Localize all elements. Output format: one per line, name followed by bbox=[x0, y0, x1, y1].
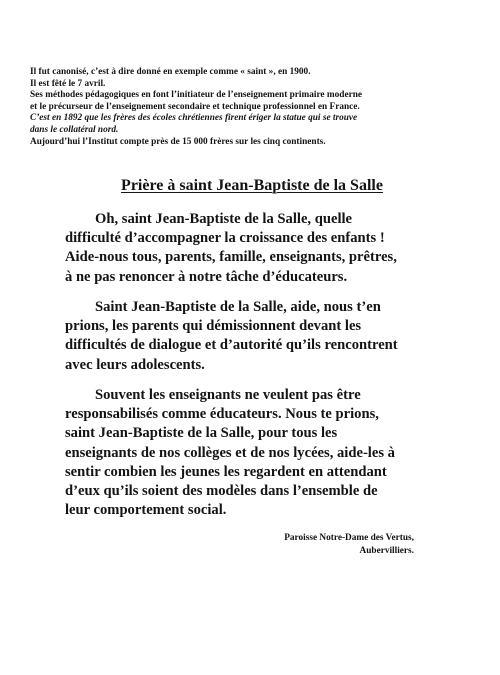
prayer-title bbox=[0, 177, 470, 195]
intro-line: Aujourd’hui l’Institut compte près de 15 000 frères sur les cinq continents. bbox=[30, 136, 326, 147]
signature-town: Aubervilliers. bbox=[359, 546, 414, 556]
prayer-line: Saint Jean-Baptiste de la Salle, aide, nous t’en bbox=[95, 299, 381, 315]
prayer-paragraph-1 bbox=[65, 210, 475, 287]
prayer-line: à ne pas renoncer à notre tâche d’éducateurs. bbox=[65, 268, 348, 285]
prayer-line: saint Jean-Baptiste de la Salle, pour tous les bbox=[65, 425, 338, 442]
signature-parish: Paroisse Notre-Dame des Vertus, bbox=[284, 533, 414, 543]
prayer-line: leur comportement social. bbox=[65, 502, 227, 519]
intro-notes bbox=[30, 67, 478, 148]
intro-line-italic: dans le collatéral nord. bbox=[30, 124, 119, 135]
prayer-line: enseignants de nos collèges et de nos lycées, aide-les à bbox=[65, 444, 395, 461]
intro-line-italic: C’est en 1892 que les frères des écoles chrétiennes firent ériger la statue qui se trouve bbox=[30, 113, 358, 124]
signature-block bbox=[284, 532, 414, 558]
prayer-paragraph-3 bbox=[65, 386, 475, 520]
prayer-line: difficultés de dialogue et d’autorité qu’ils rencontrent bbox=[65, 337, 398, 354]
prayer-line: Oh, saint Jean-Baptiste de la Salle, quelle bbox=[95, 211, 353, 227]
prayer-line: responsabilisés comme éducateurs. Nous te prions, bbox=[65, 406, 379, 423]
intro-line: et le précurseur de l’enseignement secondaire et technique professionnel en France. bbox=[30, 101, 360, 112]
prayer-line: prions, les parents qui démissionnent devant les bbox=[65, 318, 362, 335]
prayer-line: Souvent les enseignants ne veulent pas être bbox=[95, 387, 361, 403]
prayer-line: sentir combien les jeunes les regardent en attendant bbox=[65, 463, 387, 480]
prayer-line: avec leurs adolescents. bbox=[65, 356, 205, 373]
prayer-title-text: Prière à saint Jean-Baptiste de la Salle bbox=[121, 177, 383, 194]
intro-line: Il fut canonisé, c’est à dire donné en exemple comme « saint », en 1900. bbox=[30, 67, 311, 77]
intro-line: Il est fêté le 7 avril. bbox=[30, 78, 106, 89]
prayer-line: d’eux qu’ils soient des modèles dans l’ensemble de bbox=[65, 483, 378, 500]
intro-line: Ses méthodes pédagogiques en font l’initiateur de l’enseignement primaire moderne bbox=[30, 90, 363, 101]
prayer-paragraph-2 bbox=[65, 298, 475, 375]
prayer-line: difficulté d’accompagner la croissance des enfants ! bbox=[65, 230, 385, 247]
prayer-line: Aide-nous tous, parents, famille, enseignants, prêtres, bbox=[65, 249, 397, 266]
